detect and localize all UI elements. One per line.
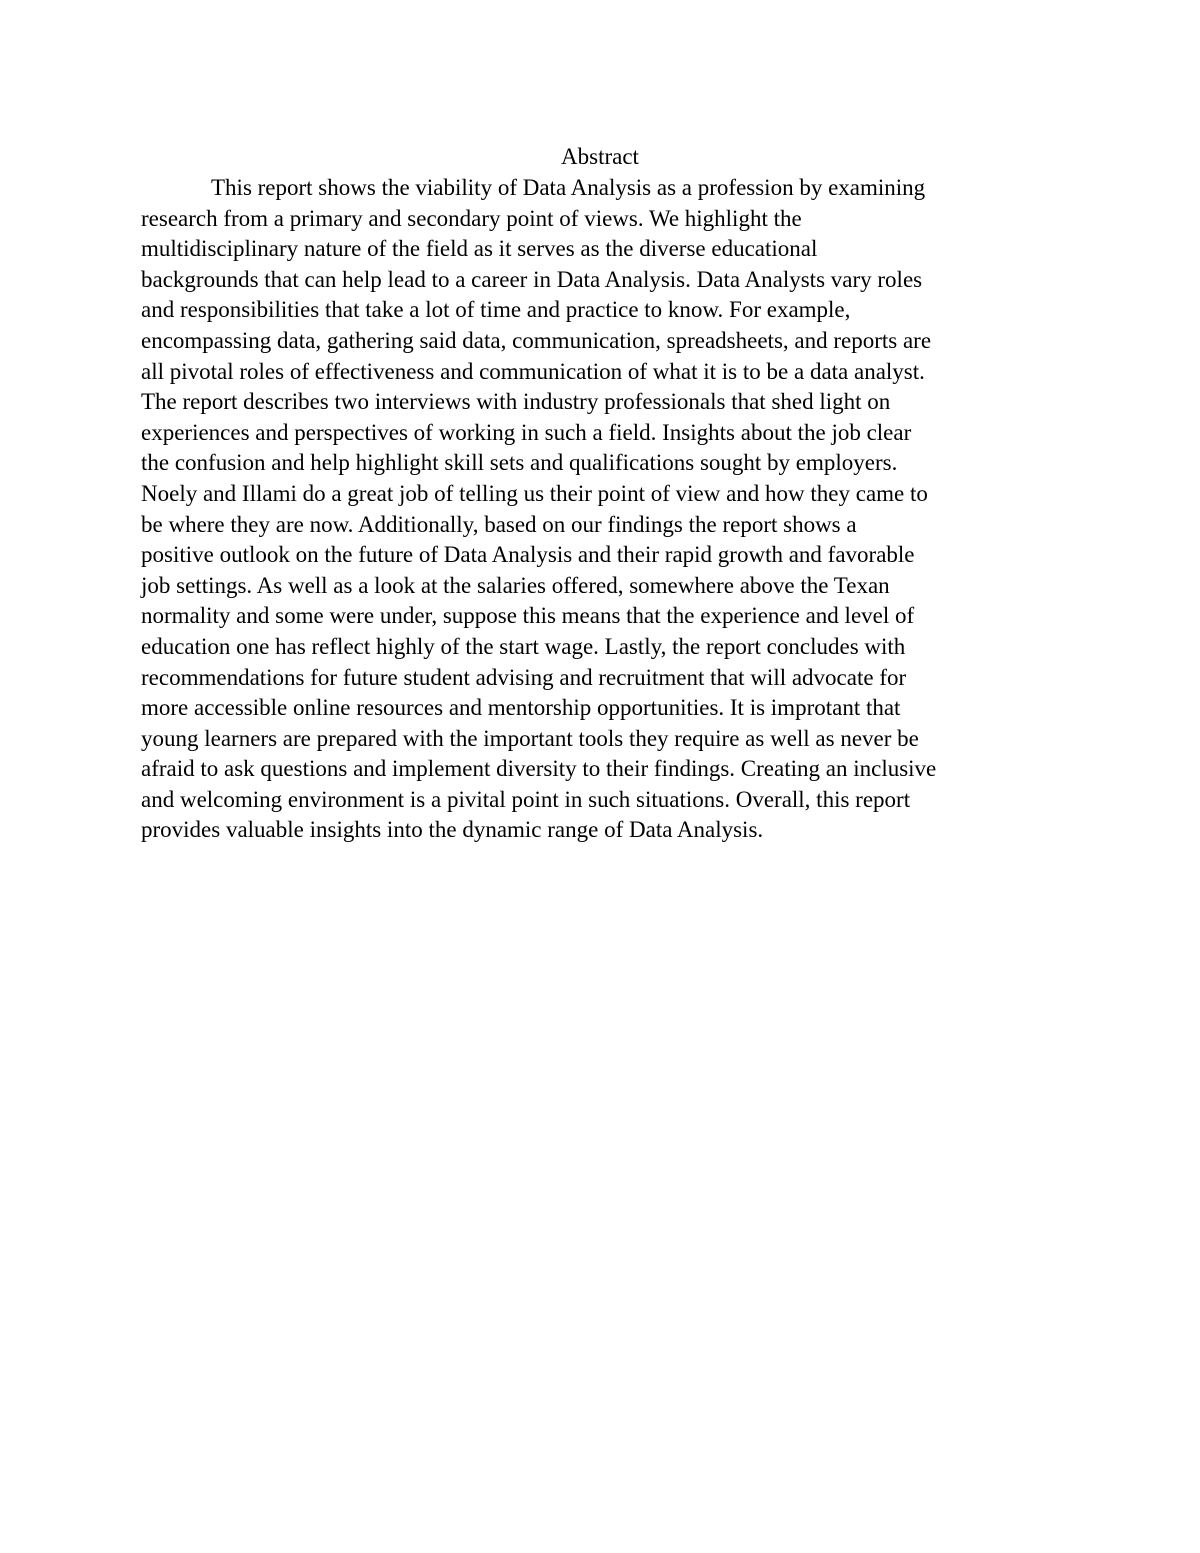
paragraph-line: This report shows the viability of Data Analysis as a profession by examining bbox=[211, 175, 926, 200]
paragraph-line: provides valuable insights into the dynamic range of Data Analysis. bbox=[141, 817, 764, 843]
paragraph-line: experiences and perspectives of working in such a field. Insights about the job clear bbox=[141, 419, 912, 445]
paragraph-line: recommendations for future student advising and recruitment that will advocate for bbox=[141, 664, 907, 690]
paragraph-line: positive outlook on the future of Data Analysis and their rapid growth and favorable bbox=[141, 542, 915, 568]
paragraph-line: encompassing data, gathering said data, communication, spreadsheets, and reports are bbox=[141, 327, 932, 353]
paragraph-line: be where they are now. Additionally, based on our findings the report shows a bbox=[141, 511, 857, 537]
paragraph-line: all pivotal roles of effectiveness and communication of what it is to be a data analyst. bbox=[141, 358, 925, 384]
paragraph-line: young learners are prepared with the important tools they require as well as never be bbox=[141, 725, 919, 751]
paragraph-line: research from a primary and secondary point of views. We highlight the bbox=[141, 205, 802, 231]
paragraph-line: afraid to ask questions and implement diversity to their findings. Creating an inclusive bbox=[141, 756, 937, 782]
paragraph-line: and welcoming environment is a pivital point in such situations. Overall, this report bbox=[141, 786, 911, 812]
paragraph-line: Noely and Illami do a great job of telling us their point of view and how they came to bbox=[141, 480, 928, 506]
paragraph-line: education one has reflect highly of the start wage. Lastly, the report concludes with bbox=[141, 633, 906, 659]
paragraph-line: and responsibilities that take a lot of time and practice to know. For example, bbox=[141, 297, 851, 323]
abstract-heading: Abstract bbox=[561, 144, 639, 169]
paragraph-line: job settings. As well as a look at the salaries offered, somewhere above the Texan bbox=[141, 572, 890, 598]
paragraph-line: The report describes two interviews with industry professionals that shed light on bbox=[141, 389, 891, 415]
paragraph-line: more accessible online resources and mentorship opportunities. It is improtant that bbox=[141, 695, 901, 721]
paragraph-line: normality and some were under, suppose this means that the experience and level of bbox=[141, 603, 915, 629]
paragraph-line: multidisciplinary nature of the field as it serves as the diverse educational bbox=[141, 236, 818, 262]
paragraph-line: backgrounds that can help lead to a career in Data Analysis. Data Analysts vary roles bbox=[141, 266, 923, 292]
abstract-paragraph bbox=[141, 173, 1081, 846]
paragraph-line: the confusion and help highlight skill sets and qualifications sought by employers. bbox=[141, 450, 898, 476]
